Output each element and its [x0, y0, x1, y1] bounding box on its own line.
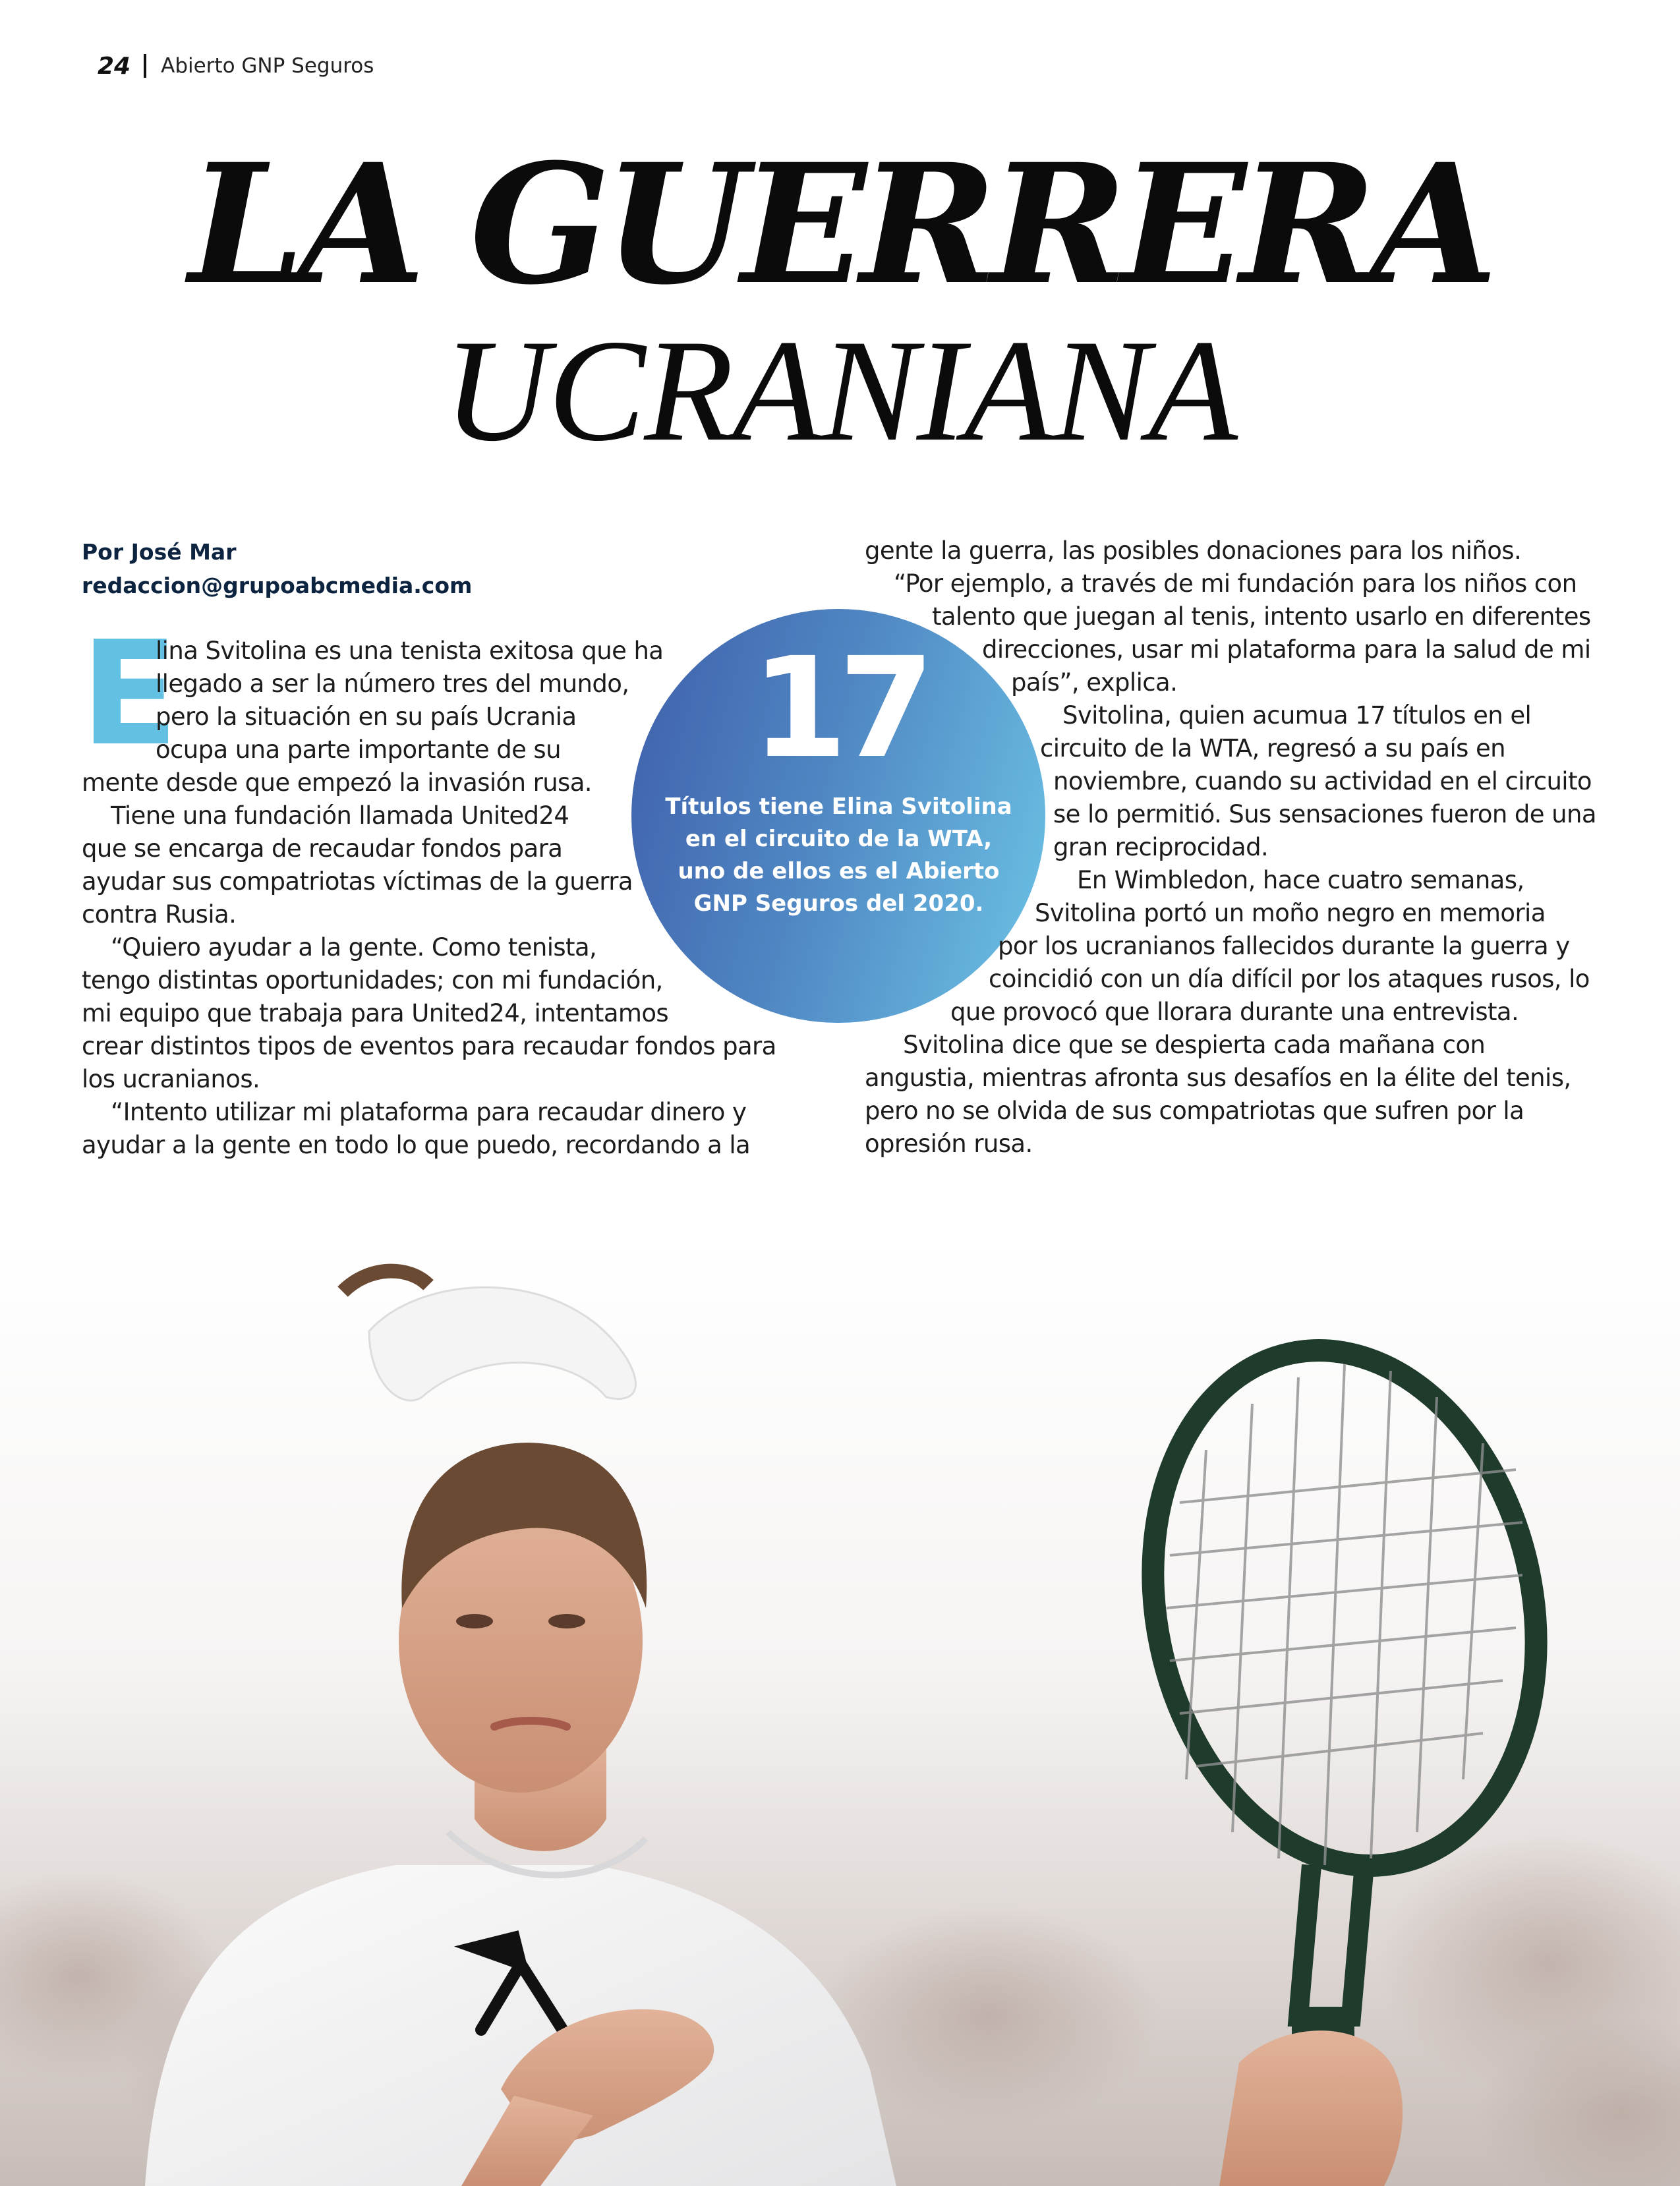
article-line: pero la situación en su país Ucrania: [156, 703, 577, 731]
article-subtitle: UCRANIANA: [444, 310, 1236, 472]
article-line: Tiene una fundación llamada United24: [111, 801, 569, 830]
article-line: opresión rusa.: [865, 1130, 1033, 1158]
article-line: que se encarga de recaudar fondos para: [82, 834, 563, 863]
article-line: gente la guerra, las posibles donaciones para los niños.: [865, 536, 1522, 565]
article-line: coincidió con un día difícil por los ataques rusos, lo: [989, 965, 1590, 993]
article-line: lina Svitolina es una tenista exitosa que ha: [156, 637, 664, 665]
article-line: ayudar a la gente en todo lo que puedo, recordando a la: [82, 1131, 751, 1159]
article-title: LA GUERRERA: [188, 127, 1492, 321]
article-line: crear distintos tipos de eventos para recaudar fondos para: [82, 1032, 776, 1060]
article-line: “Quiero ayudar a la gente. Como tenista,: [111, 933, 597, 962]
article-line: talento que juegan al tenis, intento usarlo en diferentes: [932, 602, 1591, 631]
stat-caption: Títulos tiene Elina Svitolina en el circuito de la WTA, uno de ellos es el Abierto GNP Seguros del 2020.: [665, 793, 1012, 917]
drop-cap: E: [80, 611, 179, 778]
article-line: gran reciprocidad.: [1053, 833, 1269, 861]
byline-author: Por José Mar: [82, 539, 237, 565]
article-line: ayudar sus compatriotas víctimas de la guerra: [82, 867, 633, 896]
page-number: 24: [98, 52, 131, 80]
article-line: Svitolina portó un moño negro en memoria: [1035, 899, 1546, 927]
byline: [82, 535, 472, 602]
stat-number: 17: [751, 627, 926, 789]
article-line: angustia, mientras afronta sus desafíos en la élite del tenis,: [865, 1064, 1571, 1092]
article-line: tengo distintas oportunidades; con mi fundación,: [82, 966, 663, 994]
page-header: [98, 46, 374, 86]
article-line: que provocó que llorara durante una entrevista.: [950, 998, 1519, 1026]
article-line: se lo permitió. Sus sensaciones fueron de una: [1053, 800, 1596, 828]
article-line: pero no se olvida de sus compatriotas que sufren por la: [865, 1097, 1524, 1125]
article-line: los ucranianos.: [82, 1065, 260, 1093]
article-line: por los ucranianos fallecidos durante la guerra y: [998, 932, 1570, 960]
article-line: mi equipo que trabaja para United24, intentamos: [82, 999, 669, 1027]
article-line: Svitolina, quien acumua 17 títulos en el: [1062, 701, 1532, 730]
byline-email: redaccion@grupoabcmedia.com: [82, 573, 473, 598]
article-line: llegado a ser la número tres del mundo,: [156, 670, 629, 698]
article-line: Svitolina dice que se despierta cada mañana con: [903, 1031, 1486, 1059]
header-divider: [144, 54, 146, 78]
article-line: “Por ejemplo, a través de mi fundación para los niños con: [894, 569, 1577, 598]
article-line: direcciones, usar mi plataforma para la salud de mi: [982, 635, 1591, 664]
article-line: contra Rusia.: [82, 900, 237, 929]
article-line: “Intento utilizar mi plataforma para recaudar dinero y: [111, 1098, 747, 1126]
article-line: ocupa una parte importante de su: [156, 735, 561, 764]
publication-name: Abierto GNP Seguros: [161, 54, 374, 78]
article-line: En Wimbledon, hace cuatro semanas,: [1077, 866, 1524, 894]
player-photo: [0, 1239, 1680, 2186]
article-line: circuito de la WTA, regresó a su país en: [1040, 734, 1505, 762]
article-line: noviembre, cuando su actividad en el circuito: [1053, 767, 1592, 795]
article-line: país”, explica.: [1011, 668, 1178, 697]
article-line: mente desde que empezó la invasión rusa.: [82, 768, 592, 797]
